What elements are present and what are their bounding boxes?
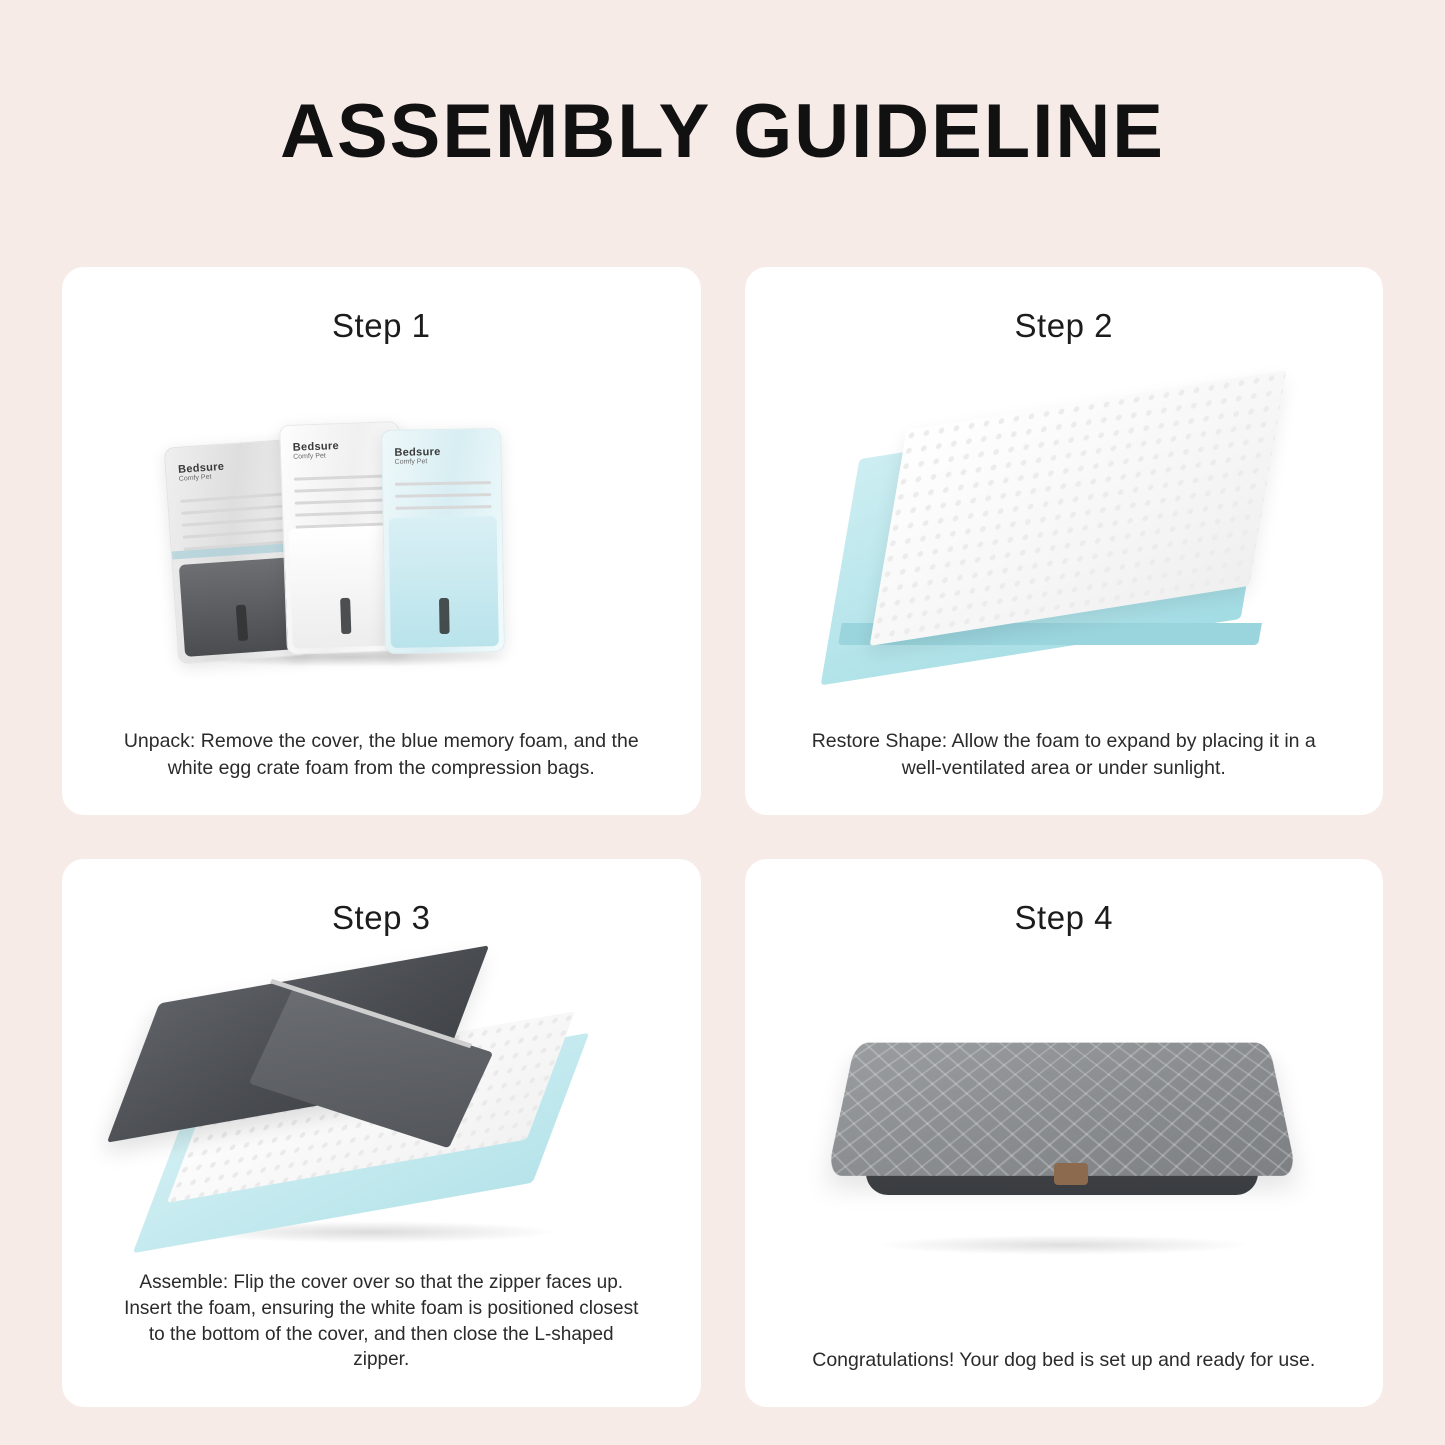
bag-2-brand: Bedsure [292, 439, 340, 454]
bag-2-subtitle: Comfy Pet [293, 452, 327, 461]
step-4-title: Step 4 [1014, 899, 1113, 936]
step-1-title: Step 1 [332, 307, 431, 344]
brand-logo-patch [1054, 1163, 1088, 1185]
step-2-figure [779, 353, 1350, 722]
step-1-caption: Unpack: Remove the cover, the blue memory foam, and the white egg crate foam from the compression bags. [123, 730, 639, 779]
step-4-figure [779, 945, 1350, 1341]
bag-3-valve [439, 598, 450, 634]
step-card-1 [62, 267, 701, 815]
finished-dog-bed-illustration [804, 1003, 1324, 1283]
step-card-2 [745, 267, 1384, 815]
step-card-3 [62, 859, 701, 1407]
cover-and-foam-illustration [121, 955, 641, 1255]
bag-1-subtitle: Comfy Pet [178, 473, 212, 483]
bag-3-subtitle: Comfy Pet [394, 457, 428, 466]
steps-grid [0, 170, 1445, 1407]
step-2-title: Step 2 [1014, 307, 1113, 344]
compression-bag-blue-foam [381, 428, 505, 654]
step-4-caption: Congratulations! Your dog bed is set up and ready for use. [812, 1348, 1316, 1371]
bag-1-brand: Bedsure [177, 460, 225, 476]
bag-2-valve [340, 597, 351, 633]
compression-bags-illustration [171, 403, 591, 673]
bag-3-brand: Bedsure [394, 445, 441, 459]
step-2-caption: Restore Shape: Allow the foam to expand by placing it in a well-ventilated area or under sunlight. [811, 730, 1316, 779]
step-1-figure [96, 353, 667, 722]
page-title: ASSEMBLY GUIDELINE [280, 89, 1165, 174]
step-3-caption: Assemble: Flip the cover over so that the zipper faces up. Insert the foam, ensuring the white foam is positioned closest to the bottom of the cover, and then close the L-shaped zipper. [124, 1272, 639, 1371]
bed-shadow [874, 1235, 1254, 1255]
foam-layers-illustration [834, 393, 1294, 683]
step-3-figure [96, 945, 667, 1264]
step-card-4 [745, 859, 1384, 1407]
step-3-title: Step 3 [332, 899, 431, 936]
bed-quilted-top [827, 1043, 1297, 1176]
